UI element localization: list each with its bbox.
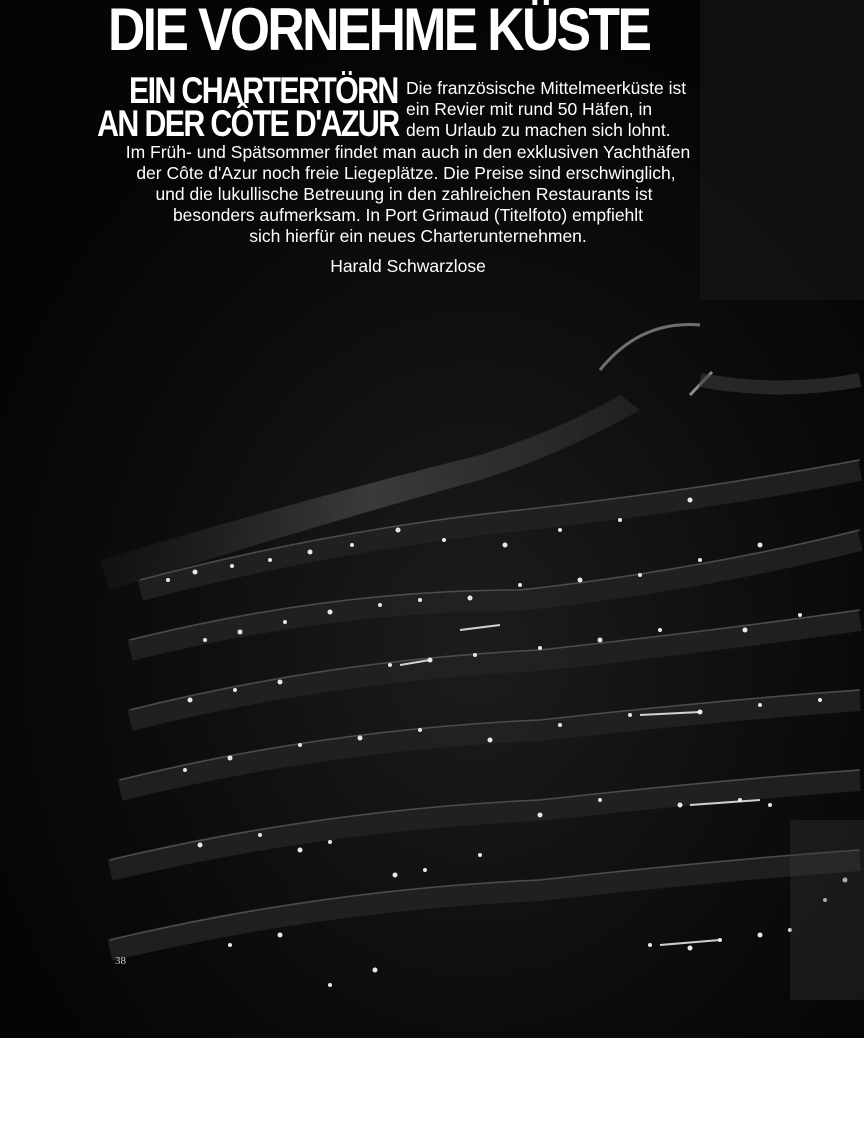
body-text-line: besonders aufmerksam. In Port Grimaud (Titelfoto) empfiehlt — [172, 205, 644, 225]
subhead-line-1: EIN CHARTERTÖRN — [129, 70, 398, 111]
body-text-line: sich hierfür ein neues Charterunternehmen. — [249, 226, 587, 246]
intro-line: ein Revier mit rund 50 Häfen, in — [406, 99, 653, 119]
body-text-line: der Côte d'Azur noch freie Liegeplätze. Die Preise sind erschwinglich, — [136, 163, 676, 183]
intro-line: Die französische Mittelmeerküste ist — [406, 78, 687, 98]
body-text-line: Im Früh- und Spätsommer findet man auch in den exklusiven Yachthäfen — [125, 142, 691, 162]
author-byline: Harald Schwarzlose — [330, 256, 486, 276]
body-text-line: und die lukullische Betreuung in den zahlreichen Restaurants ist — [155, 184, 653, 204]
main-headline: DIE VORNEHME KÜSTE — [108, 0, 650, 63]
intro-line: dem Urlaub zu machen sich lohnt. — [406, 120, 671, 140]
subhead-line-2: AN DER CÔTE D'AZUR — [96, 103, 398, 144]
page-number: 38 — [115, 955, 126, 967]
